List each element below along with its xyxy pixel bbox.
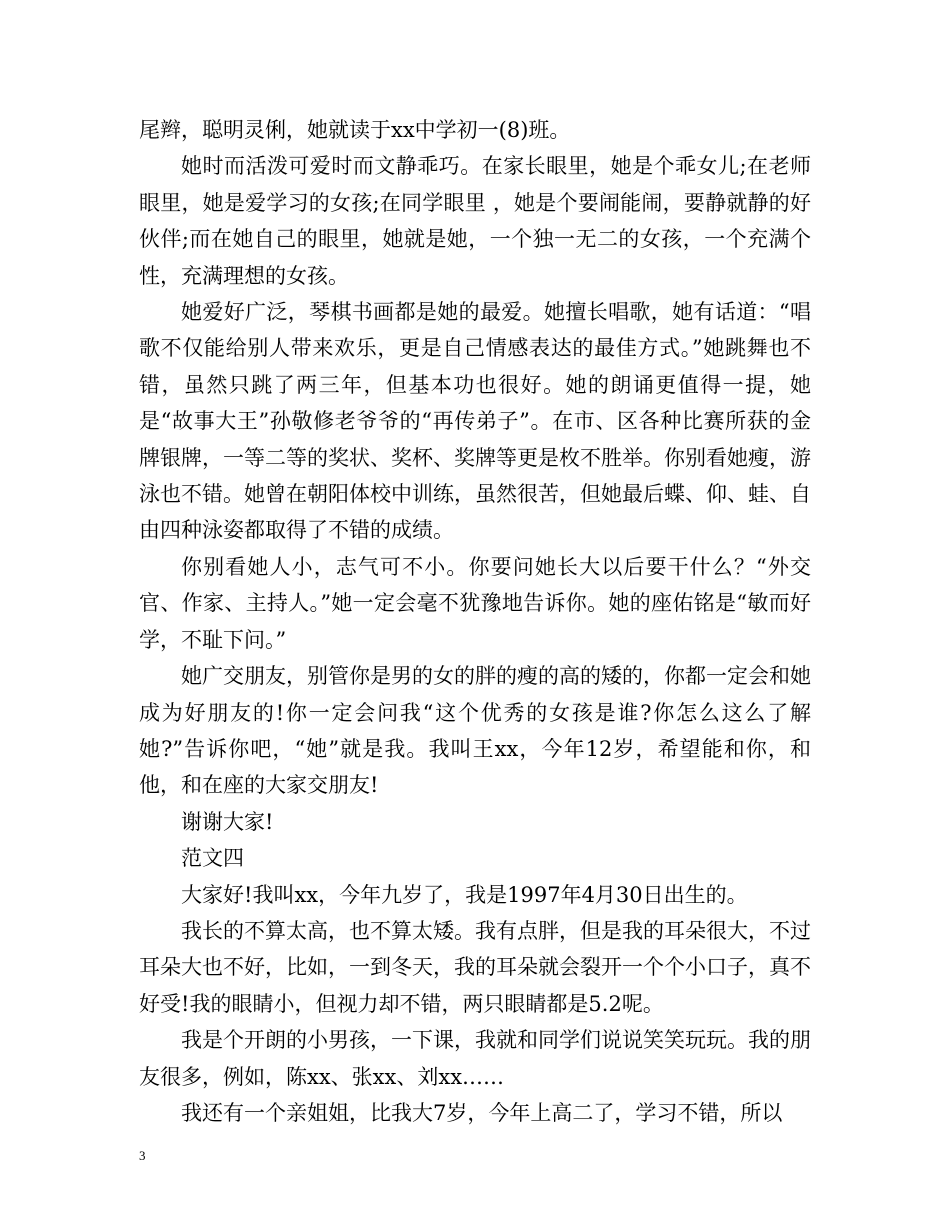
paragraph: 大家好!我叫xx，今年九岁了，我是1997年4月30日出生的。	[181, 882, 748, 907]
paragraph-thanks: 谢谢大家!	[181, 809, 274, 834]
paragraph-continued: 尾辫，聪明灵俐，她就读于xx中学初一(8)班。	[139, 118, 571, 142]
paragraph: 她时而活泼可爱时而文静乖巧。在家长眼里，她是个乖女儿;在老师眼里，她是爱学习的女孩;在同学眼里 ，她是个要闹能闹，要静就静的好伙伴;而在她自己的眼里，她就是她，一个独一无二的女孩，一个充满个性，充满理想的女孩。	[139, 154, 811, 288]
paragraph: 你别看她人小，志气可不小。你要问她长大以后要干什么？“外交官、作家、主持人。”她一定会毫不犹豫地告诉你。她的座佑铭是“敏而好学，不耻下问。”	[139, 554, 811, 652]
paragraph: 我长的不算太高，也不算太矮。我有点胖，但是我的耳朵很大，不过耳朵大也不好，比如，一到冬天，我的耳朵就会裂开一个个小口子，真不好受!我的眼睛小，但视力却不错，两只眼睛都是5.2呢。	[139, 918, 811, 1016]
document-body	[139, 112, 811, 1131]
paragraph: 她广交朋友，别管你是男的女的胖的瘦的高的矮的，你都一定会和她成为好朋友的!你一定会问我“这个优秀的女孩是谁?你怎么这么了解她?”告诉你吧，“她”就是我。我叫王xx，今年12岁，希望能和你，和他，和在座的大家交朋友!	[139, 664, 811, 798]
paragraph: 我还有一个亲姐姐，比我大7岁，今年上高二了，学习不错，所以	[181, 1100, 783, 1125]
paragraph: 我是个开朗的小男孩，一下课，我就和同学们说说笑笑玩玩。我的朋友很多，例如，陈xx、张xx、刘xx……	[139, 1028, 811, 1089]
page-number: 3	[139, 1148, 146, 1163]
section-heading: 范文四	[181, 846, 244, 871]
paragraph: 她爱好广泛，琴棋书画都是她的最爱。她擅长唱歌，她有话道：“唱歌不仅能给别人带来欢乐，更是自己情感表达的最佳方式。”她跳舞也不错，虽然只跳了两三年，但基本功也很好。她的朗诵更值得一提，她是“故事大王”孙敬修老爷爷的“再传弟子”。在市、区各种比赛所获的金牌银牌，一等二等的奖状、奖杯、奖牌等更是枚不胜举。你别看她瘦，游泳也不错。她曾在朝阳体校中训练，虽然很苦，但她最后蝶、仰、蛙、自由四种泳姿都取得了不错的成绩。	[139, 300, 811, 543]
